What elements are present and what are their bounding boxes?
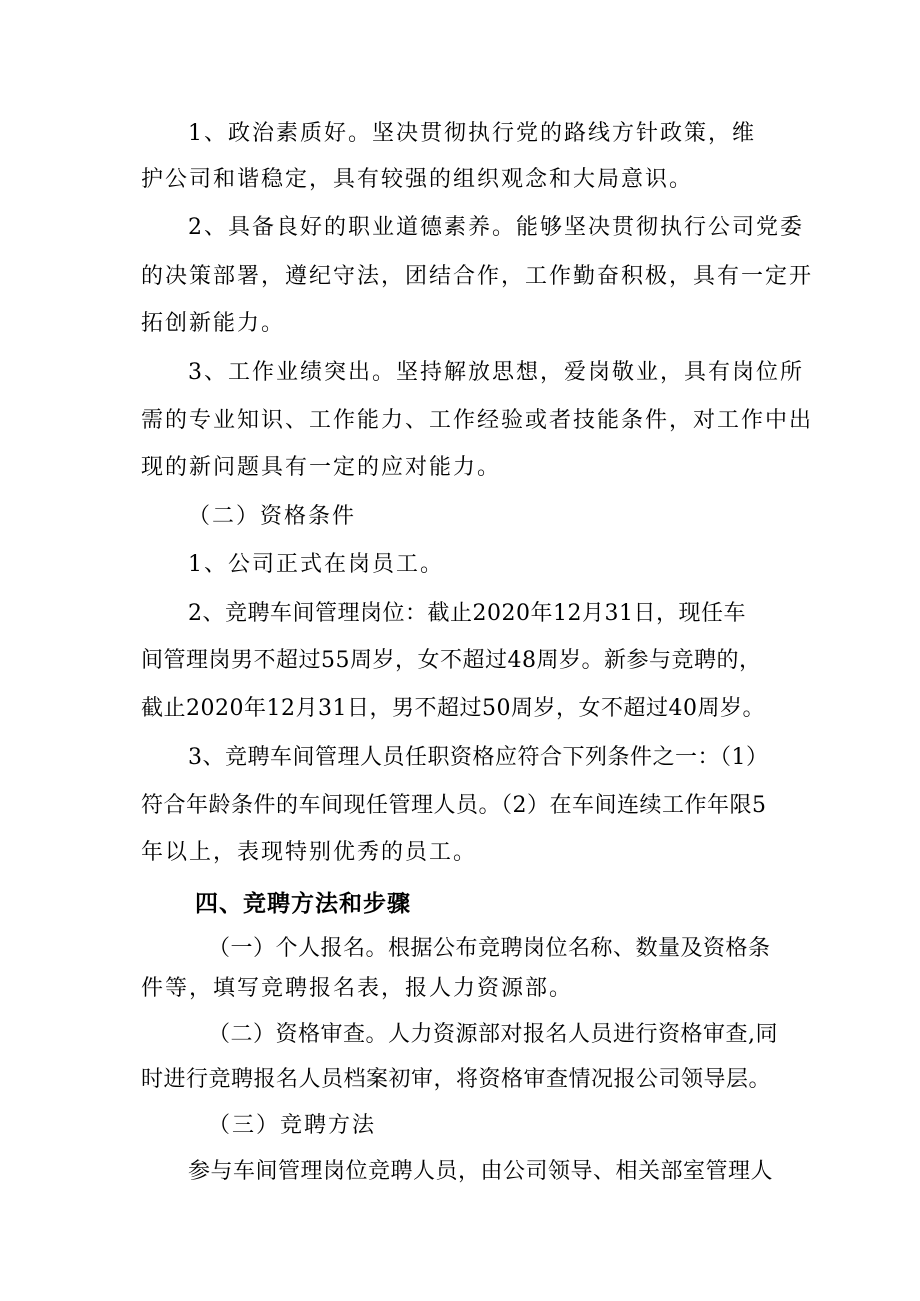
section-heading: 四、竞聘方法和步骤 (195, 891, 411, 917)
paragraph-line: 2、具备良好的职业道德素养。能够坚决贯彻执行公司党委 (188, 215, 804, 240)
paragraph-line: 护公司和谐稳定，具有较强的组织观念和大局意识。 (141, 167, 694, 192)
paragraph-line: 3、工作业绩突出。坚持解放思想，爱岗敬业，具有岗位所 (188, 360, 804, 385)
paragraph-line: 1、公司正式在岗员工。 (188, 552, 444, 577)
paragraph-line: 时进行竞聘报名人员档案初审，将资格审查情况报公司领导层。 (141, 1067, 772, 1092)
paragraph-line: 符合年龄条件的车间现任管理人员。（2）在车间连续工作年限5 (141, 793, 767, 818)
paragraph-line: 参与车间管理岗位竞聘人员，由公司领导、相关部室管理人 (188, 1159, 774, 1184)
section-subtitle: （三）竞聘方法 (208, 1113, 377, 1138)
paragraph-line: 需的专业知识、工作能力、工作经验或者技能条件，对工作中出 (141, 408, 814, 433)
paragraph-line: 1、政治素质好。坚决贯彻执行党的路线方针政策，维 (188, 121, 756, 146)
paragraph-line: （二）资格审查。人力资源部对报名人员进行资格审查,同 (208, 1022, 778, 1047)
paragraph-line: 的决策部署，遵纪守法，团结合作，工作勤奋积极，具有一定开 (141, 264, 814, 289)
paragraph-line: （一）个人报名。根据公布竞聘岗位名称、数量及资格条 (208, 936, 771, 961)
paragraph-line: 拓创新能力。 (141, 311, 286, 336)
paragraph-line: 年以上，表现特别优秀的员工。 (141, 840, 478, 865)
paragraph-line: 件等，填写竞聘报名表，报人力资源部。 (141, 976, 574, 1001)
paragraph-line: 间管理岗男不超过55周岁，女不超过48周岁。新参与竞聘的， (141, 648, 762, 673)
section-subtitle: （二）资格条件 (188, 504, 357, 529)
paragraph-line: 现的新问题具有一定的应对能力。 (141, 455, 502, 480)
paragraph-line: 2、竞聘车间管理岗位：截止2020年12月31日，现任车 (188, 601, 746, 626)
paragraph-line: 3、竞聘车间管理人员任职资格应符合下列条件之一：（1） (188, 745, 769, 770)
paragraph-line: 截止2020年12月31日，男不超过50周岁，女不超过40周岁。 (141, 696, 765, 721)
